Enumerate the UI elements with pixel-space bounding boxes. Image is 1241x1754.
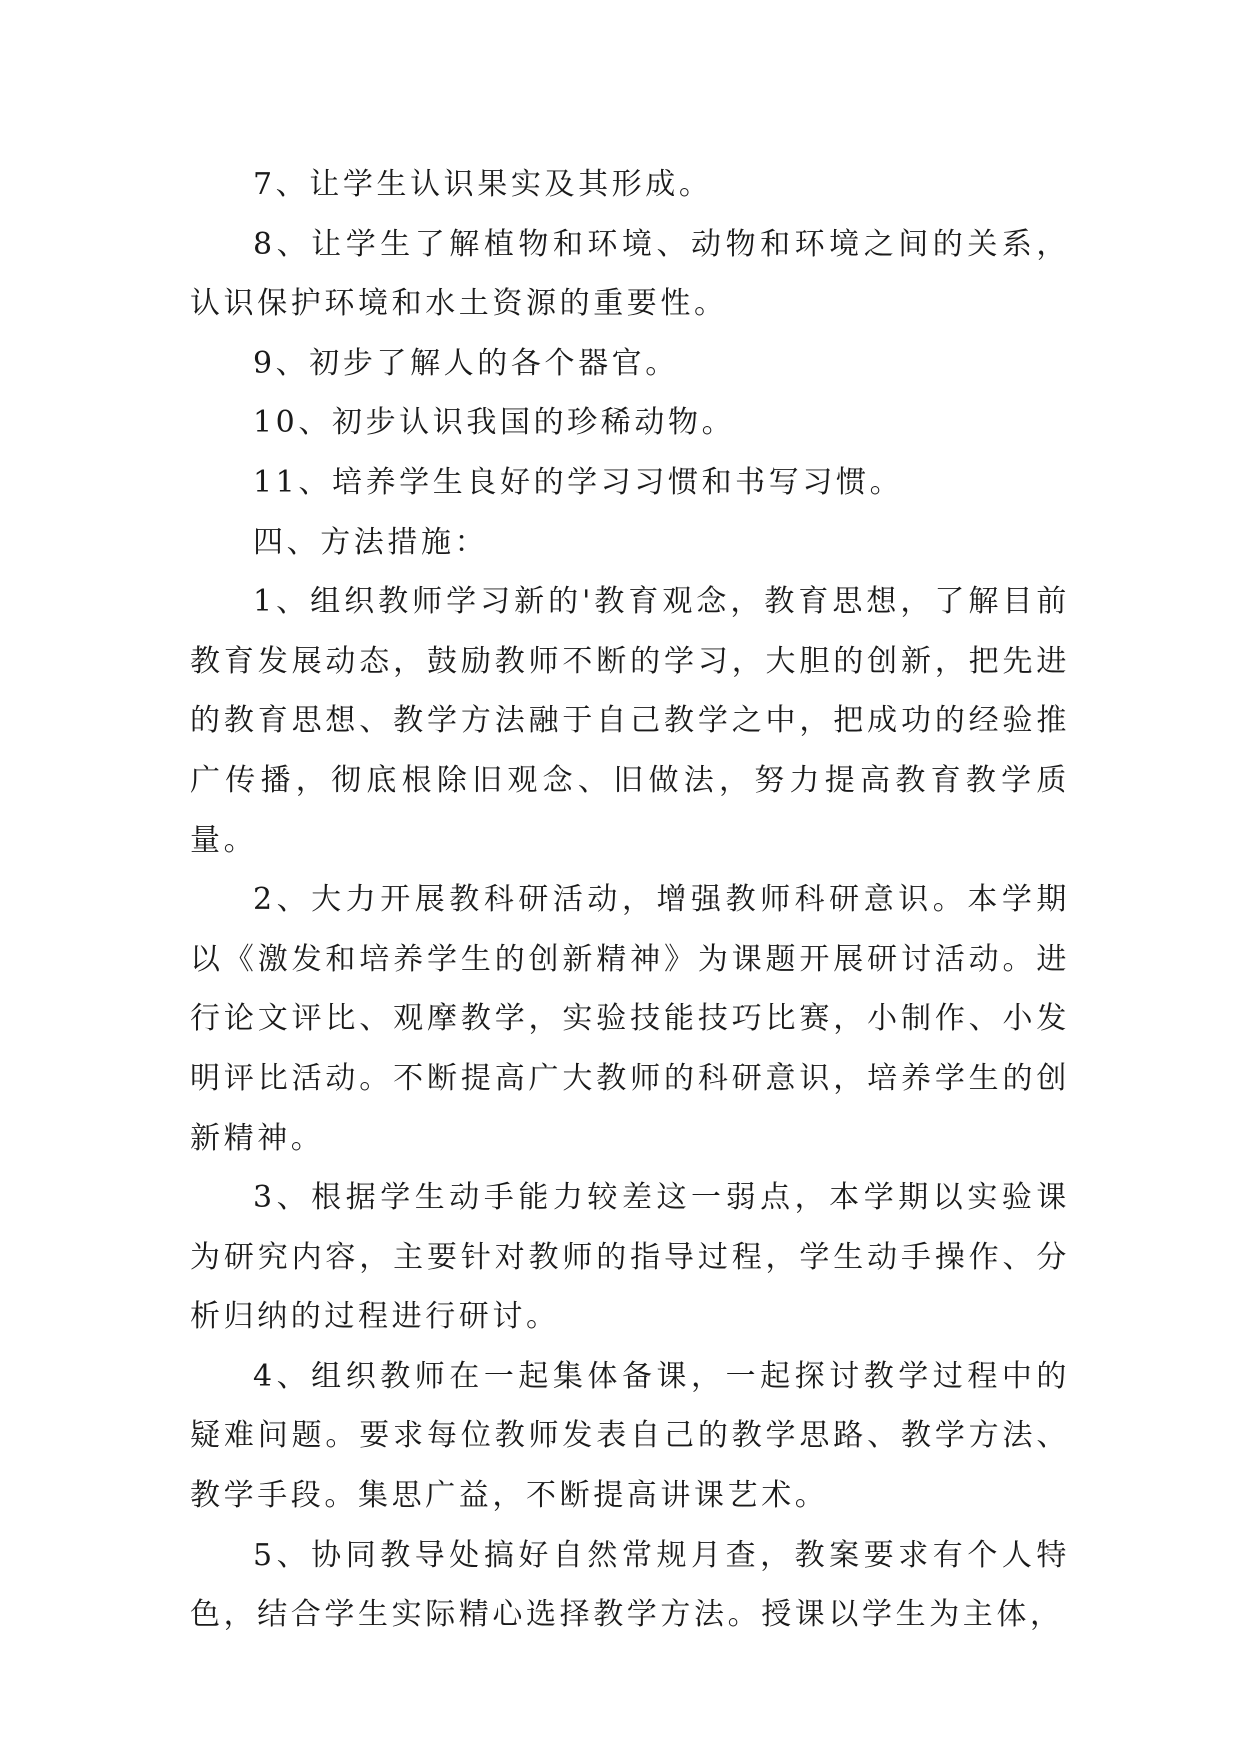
paragraph-item-9: 9、初步了解人的各个器官。 [253, 345, 679, 381]
paragraph-method-2: 2、大力开展教科研活动，增强教师科研意识。本学期以《激发和培养学生的创新精神》为课题开展研讨活动。进行论文评比、观摩教学，实验技能技巧比赛，小制作、小发明评比活动。不断提高广大教师的科研意识，培养学生的创新精神。 [190, 882, 1070, 1156]
paragraph-item-11: 11、培养学生良好的学习习惯和书写习惯。 [253, 464, 904, 500]
paragraph-method-5: 5、协同教导处搞好自然常规月查，教案要求有个人特色，结合学生实际精心选择教学方法。授课以学生为主体， [190, 1537, 1070, 1633]
paragraph-method-1: 1、组织教师学习新的'教育观念，教育思想，了解目前教育发展动态，鼓励教师不断的学习，大胆的创新，把先进的教育思想、教学方法融于自己教学之中，把成功的经验推广传播，彻底根除旧观念、旧做法，努力提高教育教学质量。 [190, 584, 1070, 858]
document-body [190, 155, 1070, 1645]
section-heading-methods: 四、方法措施： [253, 524, 489, 560]
paragraph-method-3: 3、根据学生动手能力较差这一弱点，本学期以实验课为研究内容，主要针对教师的指导过程，学生动手操作、分析归纳的过程进行研讨。 [190, 1180, 1070, 1335]
paragraph-item-8: 8、让学生了解植物和环境、动物和环境之间的关系，认识保护环境和水土资源的重要性。 [190, 226, 1070, 322]
paragraph-item-7: 7、让学生认识果实及其形成。 [253, 167, 713, 202]
paragraph-method-4: 4、组织教师在一起集体备课，一起探讨教学过程中的疑难问题。要求每位教师发表自己的教学思路、教学方法、教学手段。集思广益，不断提高讲课艺术。 [190, 1358, 1070, 1514]
paragraph-item-10: 10、初步认识我国的珍稀动物。 [253, 405, 736, 441]
